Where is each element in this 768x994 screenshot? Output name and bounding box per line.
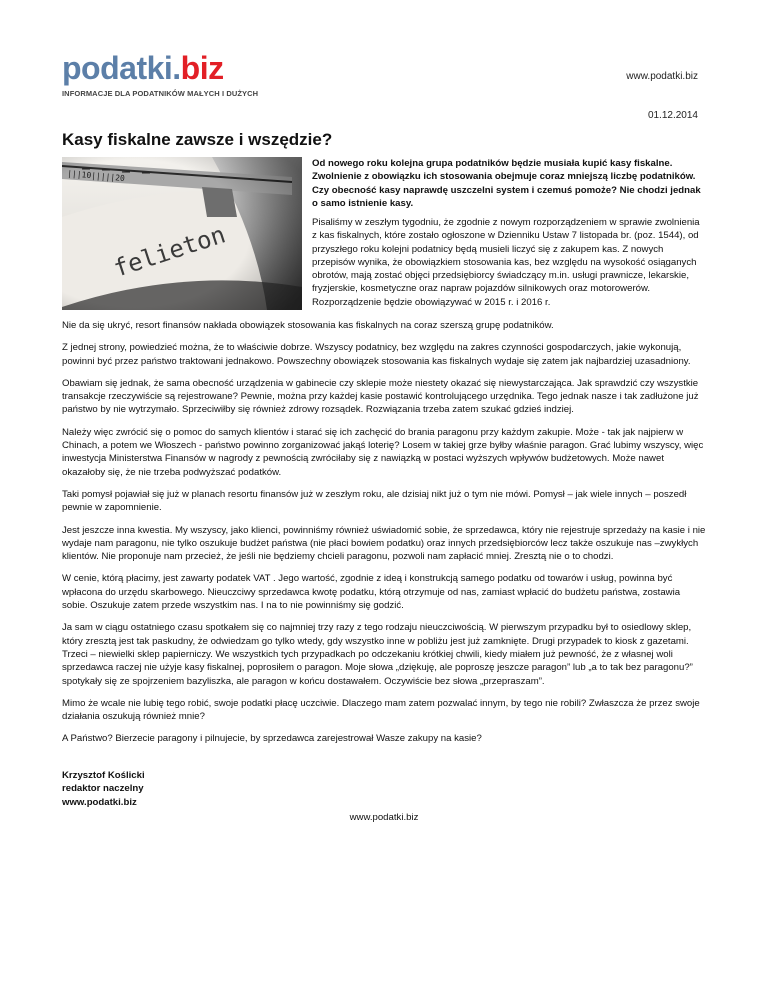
article-title: Kasy fiskalne zawsze i wszędzie? <box>62 130 333 149</box>
logo[interactable] <box>62 52 224 84</box>
article-first-paragraph: Pisaliśmy w zeszłym tygodniu, że zgodnie z nowym rozporządzeniem w sprawie zwolnienia z kas fiskalnych, które zostało ogłoszone w Dzienniku Ustaw 7 listopada br. (poz. 1544), od przyszłego roku kolejni podatnicy będą musieli liczyć się z zakupem kas. Z nowych przepisów wynika, że obowiązkiem stosowania kas, bez względu na wysokość osiąganych obrotów, mają zostać objęci przedsiębiorcy świadczący m.in. usługi prawnicze, lekarskie, fryzjerskie, kosmetyczne oraz napraw pojazdów silnikowych oraz motorowerów. Rozporządzenie będzie obowiązywać w 2015 r. i 2016 r. <box>312 217 700 308</box>
logo-text-biz: biz <box>180 50 224 86</box>
article-paragraph: Ja sam w ciągu ostatniego czasu spotkałem się co najmniej trzy razy z tego rodzaju nieuczciwością. W pierwszym przypadku był to osiedlowy sklep, który zresztą jest tak paskudny, że odwiedzam go tylko wtedy, gdy wszystko inne w pobliżu jest już zamknięte. Drugi przypadek to kiosk z gazetami. Trzeci – niewielki sklep papierniczy. We wszystkich tych przypadkach po odczekaniu krótkiej chwili, kiedy miałem już pewność, że z własnej woli sprzedawca raczej nie użyje kasy fiskalnej, poprosiłem o paragon. Moje słowa „dziękuję, ale poproszę jeszcze paragon” lub „a to tak bez paragonu?” spotykały się ze spojrzeniem bazyliszka, ale paragon w końcu dostawałem. Oczywiście bez słowa „przepraszam”. <box>62 622 693 687</box>
article-paragraph: Jest jeszcze inna kwestia. My wszyscy, jako klienci, powinniśmy również uświadomić sobie, że sprzedawca, który nie rejestruje sprzedaży na kasie i nie wydaje nam paragonu, nie tylko oszukuje budżet państwa (nie płaci bowiem podatku) oraz innych przedsiębiorców lecz także oszukuje nas –zwykłych klientów. Nie proponuje nam przecież, że jeśli nie będziemy chcieli paragonu, pozwoli nam zapłacić mniej. Zresztą nie o to chodzi. <box>62 524 706 563</box>
footer-site-url[interactable]: www.podatki.biz <box>349 812 419 823</box>
header-site-url: www.podatki.biz <box>626 71 698 82</box>
article-paragraph: W cenie, którą płacimy, jest zawarty podatek VAT . Jego wartość, zgodnie z ideą i konstrukcją samego podatku od towarów i usług, powinna być wpłacona do urzędu skarbowego. Nieuczciwy sprzedawca kwotę podatku, którą otrzymuje od nas, zamiast wpłacić do budżetu państwa, zostawia sobie. Oszukuje zatem przede wszystkim nas. I na to nie powinniśmy się godzić. <box>62 573 681 612</box>
article-paragraph: Taki pomysł pojawiał się już w planach resortu finansów już w zeszłym roku, ale dzisiaj nikt już o tym nie mówi. Pomysł – jak wiele innych – poszedł pewnie w zapomnienie. <box>62 488 687 514</box>
article-paragraph: Mimo że wcale nie lubię tego robić, swoje podatki płacę uczciwie. Dlaczego mam zatem pozwalać innym, by tego nie robili? Zwłaszcza że przez swoje działania oszukują również mnie? <box>62 697 700 723</box>
author-role: redaktor naczelny <box>62 783 144 795</box>
article-body <box>62 319 708 755</box>
article-intro: Od nowego roku kolejna grupa podatników będzie musiała kupić kasy fiskalne. Zwolnienie z obowiązku ich stosowania obejmuje coraz mniejszą liczbę podatników. Czy obecność kasy naprawdę uszczelni system i czemuś pomoże? Nie chodzi jednak o samo istnienie kasy. <box>312 158 701 209</box>
page-header <box>0 0 768 121</box>
typewriter-image <box>62 157 302 310</box>
author-site[interactable]: www.podatki.biz <box>62 796 137 808</box>
article-paragraph: Należy więc zwrócić się o pomoc do samych klientów i starać się ich zachęcić do brania paragonu przy każdym zakupie. Może - tak jak najpierw w Chinach, a potem we Włoszech - państwo powinno zorganizować jakąś loterię? Losem w takiej grze byłby właśnie paragon. Grać lubimy wszyscy, więc inwestycja Ministerstwa Finansów w nagrody z pewnością zwróciłaby się z nawiązką w postaci wyższych wpływów budżetowych. Może nawet okazałoby się, że nie trzeba podwyższać podatków. <box>62 426 704 478</box>
author-name: Krzysztof Koślicki <box>62 770 145 781</box>
article-paragraph: A Państwo? Bierzecie paragony i pilnujecie, by sprzedawca zarejestrował Wasze zakupy na kasie? <box>62 733 482 745</box>
logo-text-podatki: podatki. <box>62 50 181 86</box>
article-photo <box>62 157 302 310</box>
article-paragraph: Nie da się ukryć, resort finansów nakłada obowiązek stosowania kas fiskalnych na coraz szerszą grupę podatników. <box>62 320 554 331</box>
logo-tagline: INFORMACJE DLA PODATNIKÓW MAŁYCH I DUŻYCH <box>62 89 259 98</box>
article-date: 01.12.2014 <box>647 110 698 121</box>
article-paragraph: Obawiam się jednak, że sama obecność urządzenia w gabinecie czy sklepie może niestety okazać się niewystarczająca. Jak sprawdzić czy wszystkie transakcje rzeczywiście są rejestrowane? Pewnie, można przy każdej kasie postawić kontrolującego urzędnika. Tego jednak nasze i tak zadłużone już państwo by nie wytrzymało. Sprzeciwiłby się również zdrowy rozsądek. Rozwiązania trzeba zatem szukać gdzieś indziej. <box>62 377 699 416</box>
article-paragraph: Z jednej strony, powiedzieć można, że to właściwie dobrze. Wszyscy podatnicy, bez względu na zakres czynności gospodarczych, jakie wykonują, powinni być przez państwo traktowani jednakowo. Powszechny obowiązek stosowania kas fiskalnych wydaje się zatem jak najbardziej uzasadniony. <box>62 342 691 367</box>
author-signature <box>62 769 145 809</box>
